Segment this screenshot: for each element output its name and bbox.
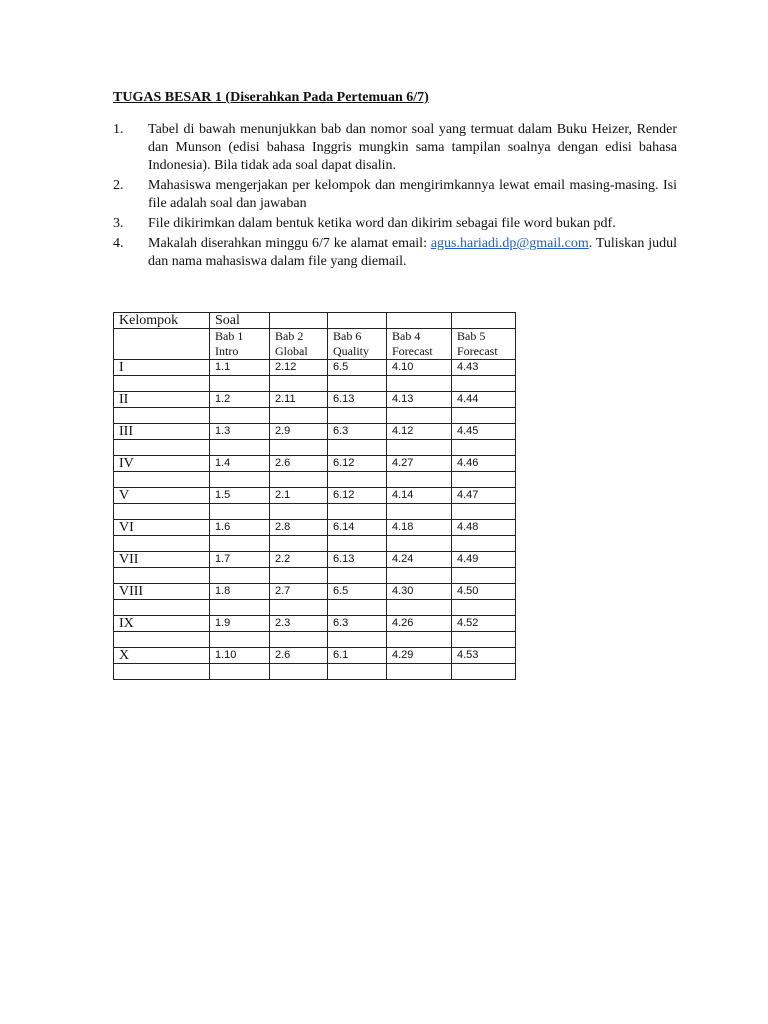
problem-cell: 2.7	[270, 584, 328, 600]
empty-cell	[387, 568, 452, 584]
empty-cell	[114, 632, 210, 648]
empty-cell	[114, 568, 210, 584]
empty-cell	[452, 504, 516, 520]
empty-cell	[210, 600, 270, 616]
problem-cell: 2.1	[270, 488, 328, 504]
problem-cell: 4.49	[452, 552, 516, 568]
problem-cell: 6.5	[328, 360, 387, 376]
chapter-cell	[210, 329, 270, 360]
empty-cell	[270, 440, 328, 456]
instruction-number: 4.	[113, 236, 124, 251]
instruction-text: Mahasiswa mengerjakan per kelompok dan mengirimkannya lewat email masing-masing. Isi file adalah soal dan jawaban	[148, 178, 677, 211]
empty-cell	[114, 600, 210, 616]
table-row	[114, 392, 516, 408]
empty-cell	[114, 440, 210, 456]
table-row	[114, 584, 516, 600]
problem-cell: 4.50	[452, 584, 516, 600]
problem-cell: 1.3	[210, 424, 270, 440]
problem-cell: 4.43	[452, 360, 516, 376]
empty-cell	[452, 408, 516, 424]
instruction-number: 2.	[113, 178, 124, 193]
chapter-empty-cell	[114, 329, 210, 360]
group-cell: I	[114, 360, 210, 376]
problem-cell: 6.5	[328, 584, 387, 600]
instruction-text: File dikirimkan dalam bentuk ketika word dan dikirim sebagai file word bukan pdf.	[148, 216, 616, 231]
problem-cell: 1.9	[210, 616, 270, 632]
problem-cell: 4.24	[387, 552, 452, 568]
header-empty-cell	[452, 313, 516, 329]
problem-cell: 4.10	[387, 360, 452, 376]
chapter-bab: Bab 4	[392, 329, 421, 343]
empty-cell	[270, 600, 328, 616]
spacer-row	[114, 504, 516, 520]
chapter-cell	[270, 329, 328, 360]
spacer-row	[114, 568, 516, 584]
table-row	[114, 456, 516, 472]
problem-cell: 4.29	[387, 648, 452, 664]
empty-cell	[387, 408, 452, 424]
table-row	[114, 616, 516, 632]
empty-cell	[387, 600, 452, 616]
empty-cell	[387, 472, 452, 488]
problem-cell: 2.12	[270, 360, 328, 376]
empty-cell	[387, 440, 452, 456]
problem-cell: 4.27	[387, 456, 452, 472]
empty-cell	[270, 376, 328, 392]
chapter-topic: Global	[275, 344, 308, 358]
empty-cell	[270, 472, 328, 488]
header-soal: Soal	[210, 313, 270, 329]
problem-cell: 6.3	[328, 616, 387, 632]
spacer-row	[114, 664, 516, 680]
empty-cell	[328, 376, 387, 392]
header-empty-cell	[387, 313, 452, 329]
problem-cell: 6.13	[328, 552, 387, 568]
empty-cell	[328, 600, 387, 616]
spacer-row	[114, 376, 516, 392]
chapter-bab: Bab 2	[275, 329, 304, 343]
problem-cell: 6.3	[328, 424, 387, 440]
problem-cell: 1.6	[210, 520, 270, 536]
empty-cell	[328, 664, 387, 680]
group-cell: VII	[114, 552, 210, 568]
instruction-list	[113, 121, 677, 273]
empty-cell	[210, 376, 270, 392]
problem-cell: 1.5	[210, 488, 270, 504]
instruction-number: 1.	[113, 122, 124, 137]
spacer-row	[114, 632, 516, 648]
empty-cell	[114, 376, 210, 392]
chapter-bab: Bab 6	[333, 329, 362, 343]
problem-cell: 6.13	[328, 392, 387, 408]
problem-cell: 6.14	[328, 520, 387, 536]
empty-cell	[328, 440, 387, 456]
empty-cell	[387, 536, 452, 552]
problem-cell: 4.14	[387, 488, 452, 504]
empty-cell	[210, 504, 270, 520]
empty-cell	[452, 600, 516, 616]
chapter-cell	[387, 329, 452, 360]
group-cell: VI	[114, 520, 210, 536]
table-row	[114, 488, 516, 504]
problem-cell: 1.2	[210, 392, 270, 408]
table-row	[114, 648, 516, 664]
chapter-topic: Quality	[333, 344, 369, 358]
empty-cell	[270, 536, 328, 552]
problem-cell: 4.47	[452, 488, 516, 504]
instruction-text	[148, 235, 677, 271]
empty-cell	[328, 408, 387, 424]
empty-cell	[114, 536, 210, 552]
empty-cell	[452, 536, 516, 552]
problem-cell: 1.7	[210, 552, 270, 568]
empty-cell	[387, 504, 452, 520]
group-cell: V	[114, 488, 210, 504]
chapter-topic: Intro	[215, 344, 239, 358]
empty-cell	[387, 376, 452, 392]
group-cell: VIII	[114, 584, 210, 600]
chapter-bab: Bab 1	[215, 329, 244, 343]
problem-cell: 4.13	[387, 392, 452, 408]
empty-cell	[270, 504, 328, 520]
empty-cell	[210, 568, 270, 584]
group-cell: III	[114, 424, 210, 440]
table-row	[114, 424, 516, 440]
email-link[interactable]: agus.hariadi.dp@gmail.com	[430, 236, 589, 251]
empty-cell	[210, 632, 270, 648]
instruction-text-before: Makalah diserahkan minggu 6/7 ke alamat email:	[148, 236, 431, 251]
problem-cell: 4.30	[387, 584, 452, 600]
empty-cell	[452, 376, 516, 392]
empty-cell	[328, 568, 387, 584]
empty-cell	[270, 568, 328, 584]
problem-cell: 4.45	[452, 424, 516, 440]
problem-cell: 4.12	[387, 424, 452, 440]
empty-cell	[452, 440, 516, 456]
chapter-topic: Forecast	[392, 344, 433, 358]
group-cell: II	[114, 392, 210, 408]
problem-cell: 4.44	[452, 392, 516, 408]
empty-cell	[387, 664, 452, 680]
problem-cell: 6.12	[328, 488, 387, 504]
problem-cell: 6.12	[328, 456, 387, 472]
instruction-text-after: . Tuliskan judul dan nama mahasiswa dalam file yang diemail.	[148, 236, 677, 269]
problem-cell: 4.53	[452, 648, 516, 664]
spacer-row	[114, 408, 516, 424]
group-cell: X	[114, 648, 210, 664]
document-title: TUGAS BESAR 1 (Diserahkan Pada Pertemuan 6/7)	[113, 90, 429, 105]
problem-cell: 2.9	[270, 424, 328, 440]
empty-cell	[114, 472, 210, 488]
chapter-bab: Bab 5	[457, 329, 486, 343]
empty-cell	[452, 568, 516, 584]
table-chapter-row	[114, 329, 516, 360]
empty-cell	[270, 632, 328, 648]
empty-cell	[210, 536, 270, 552]
empty-cell	[114, 504, 210, 520]
instruction-item	[113, 177, 677, 213]
problem-cell: 2.6	[270, 648, 328, 664]
problem-cell: 2.11	[270, 392, 328, 408]
problem-cell: 1.4	[210, 456, 270, 472]
table-header-row	[114, 313, 516, 329]
problem-cell: 2.2	[270, 552, 328, 568]
problem-cell: 4.46	[452, 456, 516, 472]
header-empty-cell	[270, 313, 328, 329]
empty-cell	[452, 472, 516, 488]
problem-cell: 1.1	[210, 360, 270, 376]
instruction-text: Tabel di bawah menunjukkan bab dan nomor soal yang termuat dalam Buku Heizer, Render dan Munson (edisi bahasa Inggris mungkin sama tampilan soalnya dengan edisi bahasa Indonesia). Bila tidak ada soal dapat disalin.	[148, 122, 677, 173]
empty-cell	[114, 408, 210, 424]
header-kelompok: Kelompok	[114, 313, 210, 329]
spacer-row	[114, 440, 516, 456]
chapter-cell	[328, 329, 387, 360]
chapter-cell	[452, 329, 516, 360]
problem-cell: 6.1	[328, 648, 387, 664]
empty-cell	[210, 472, 270, 488]
group-cell: IV	[114, 456, 210, 472]
empty-cell	[452, 632, 516, 648]
problem-cell: 2.3	[270, 616, 328, 632]
problem-cell: 4.52	[452, 616, 516, 632]
problem-cell: 1.8	[210, 584, 270, 600]
table-row	[114, 360, 516, 376]
problem-cell: 4.48	[452, 520, 516, 536]
empty-cell	[328, 632, 387, 648]
problem-cell: 4.26	[387, 616, 452, 632]
empty-cell	[328, 472, 387, 488]
instruction-item	[113, 215, 677, 233]
table-row	[114, 520, 516, 536]
header-empty-cell	[328, 313, 387, 329]
problem-cell: 2.6	[270, 456, 328, 472]
spacer-row	[114, 472, 516, 488]
problem-cell: 2.8	[270, 520, 328, 536]
assignment-table	[113, 312, 516, 680]
empty-cell	[114, 664, 210, 680]
instruction-number: 3.	[113, 216, 124, 231]
problem-cell: 4.18	[387, 520, 452, 536]
empty-cell	[452, 664, 516, 680]
chapter-topic: Forecast	[457, 344, 498, 358]
empty-cell	[210, 440, 270, 456]
empty-cell	[270, 408, 328, 424]
problem-cell: 1.10	[210, 648, 270, 664]
empty-cell	[387, 632, 452, 648]
empty-cell	[328, 504, 387, 520]
instruction-item	[113, 121, 677, 175]
group-cell: IX	[114, 616, 210, 632]
spacer-row	[114, 536, 516, 552]
instruction-item	[113, 235, 677, 271]
empty-cell	[328, 536, 387, 552]
empty-cell	[210, 408, 270, 424]
table-row	[114, 552, 516, 568]
empty-cell	[210, 664, 270, 680]
empty-cell	[270, 664, 328, 680]
spacer-row	[114, 600, 516, 616]
